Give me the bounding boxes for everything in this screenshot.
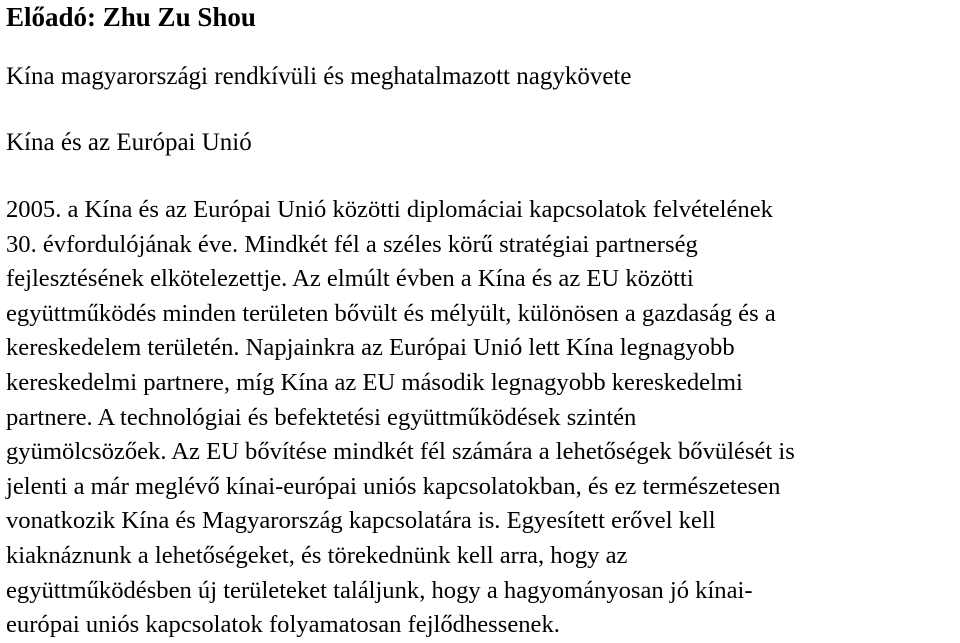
body-line: kiaknáznunk a lehetőségeket, és törekednünk kell arra, hogy az: [6, 541, 628, 569]
body-line: partnere. A technológiai és befektetési együttműködések szintén: [6, 403, 637, 431]
body-line: vonatkozik Kína és Magyarország kapcsolatára is. Egyesített erővel kell: [6, 507, 716, 535]
body-paragraph: [6, 193, 950, 643]
speaker-role: Kína magyarországi rendkívüli és meghatalmazott nagykövete: [6, 63, 632, 90]
body-line: európai uniós kapcsolatok folyamatosan fejlődhessenek.: [6, 611, 560, 639]
body-line: kereskedelem területén. Napjainkra az Európai Unió lett Kína legnagyobb: [6, 334, 735, 362]
body-line: együttműködés minden területen bővült és mélyült, különösen a gazdaság és a: [6, 299, 776, 327]
body-line: fejlesztésének elkötelezettje. Az elmúlt évben a Kína és az EU közötti: [6, 265, 694, 293]
body-line: 30. évfordulójának éve. Mindkét fél a széles körű stratégiai partnerség: [6, 230, 698, 258]
topic-title: Kína és az Európai Unió: [6, 129, 252, 156]
body-line: 2005. a Kína és az Európai Unió közötti diplomáciai kapcsolatok felvételének: [6, 196, 773, 223]
body-line: együttműködésben új területeket találjunk, hogy a hagyományosan jó kínai-: [6, 576, 753, 604]
body-line: jelenti a már meglévő kínai-európai uniós kapcsolatokban, és ez természetesen: [6, 472, 781, 500]
speaker-heading: Előadó: Zhu Zu Shou: [6, 2, 256, 32]
body-line: kereskedelmi partnere, míg Kína az EU második legnagyobb kereskedelmi: [6, 368, 743, 396]
body-line: gyümölcsözőek. Az EU bővítése mindkét fél számára a lehetőségek bővülését is: [6, 438, 795, 466]
